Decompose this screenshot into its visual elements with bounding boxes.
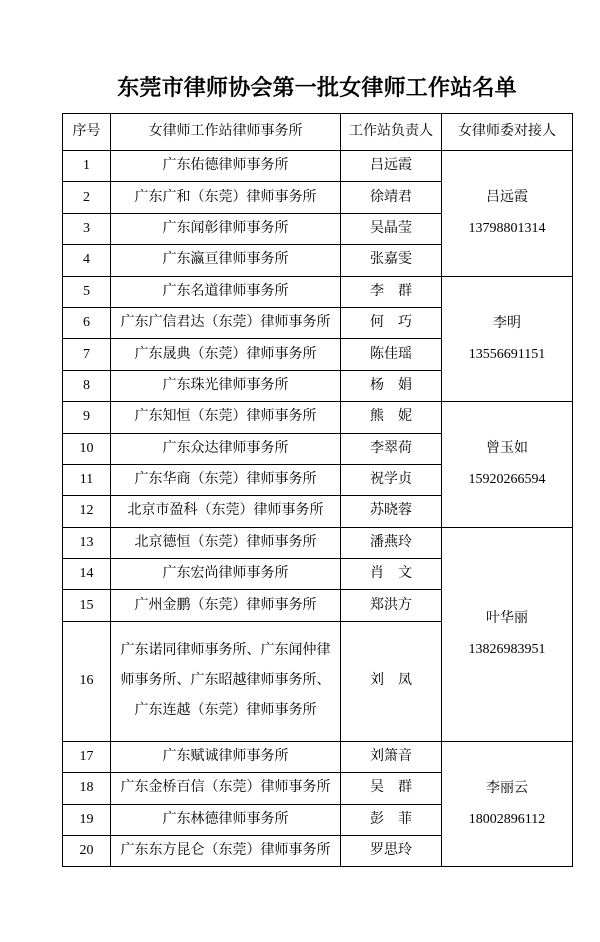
contact-phone: 13826983951 xyxy=(468,642,546,658)
station-head: 彭 菲 xyxy=(341,804,442,835)
row-number: 10 xyxy=(63,433,111,464)
contact-phone: 13798801314 xyxy=(468,221,546,237)
firm-name: 广东东方昆仑（东莞）律师事务所 xyxy=(111,836,341,867)
row-number: 2 xyxy=(63,182,111,213)
station-head: 陈佳瑶 xyxy=(341,339,442,370)
table-header-row xyxy=(63,114,573,151)
contact-name: 曾玉如 xyxy=(486,441,528,457)
row-number: 9 xyxy=(63,402,111,433)
header-serial-number: 序号 xyxy=(63,114,111,151)
row-number: 7 xyxy=(63,339,111,370)
firm-name: 北京德恒（东莞）律师事务所 xyxy=(111,527,341,558)
firm-name: 广东华商（东莞）律师事务所 xyxy=(111,464,341,495)
firm-name: 广东赋诚律师事务所 xyxy=(111,741,341,772)
station-head: 何 巧 xyxy=(341,307,442,338)
row-number: 1 xyxy=(63,151,111,182)
row-number: 11 xyxy=(63,464,111,495)
header-committee-contact: 女律师委对接人 xyxy=(442,114,573,151)
row-number: 13 xyxy=(63,527,111,558)
firm-name: 广东金桥百信（东莞）律师事务所 xyxy=(111,773,341,804)
row-number: 15 xyxy=(63,590,111,621)
firm-name: 广东林德律师事务所 xyxy=(111,804,341,835)
station-head: 郑洪方 xyxy=(341,590,442,621)
row-number: 20 xyxy=(63,836,111,867)
contact-name: 李丽云 xyxy=(486,781,528,797)
table-row xyxy=(63,527,573,558)
firm-name: 广东名道律师事务所 xyxy=(111,276,341,307)
station-head: 吕远霞 xyxy=(341,151,442,182)
station-head: 肖 文 xyxy=(341,559,442,590)
row-number: 12 xyxy=(63,496,111,527)
contact-name: 吕远霞 xyxy=(486,190,528,206)
contact-phone: 18002896112 xyxy=(468,812,546,828)
row-number: 3 xyxy=(63,213,111,244)
contact-name: 叶华丽 xyxy=(486,611,528,627)
row-number: 5 xyxy=(63,276,111,307)
contact-name: 李明 xyxy=(493,315,521,331)
table-row xyxy=(63,151,573,182)
station-head: 熊 妮 xyxy=(341,402,442,433)
contact-phone: 13556691151 xyxy=(468,346,546,362)
station-head: 张嘉雯 xyxy=(341,245,442,276)
contact-cell xyxy=(442,741,573,867)
station-head: 徐靖君 xyxy=(341,182,442,213)
station-head: 杨 娟 xyxy=(341,370,442,401)
station-head: 李翠荷 xyxy=(341,433,442,464)
header-law-firm: 女律师工作站律师事务所 xyxy=(111,114,341,151)
station-head: 吴 群 xyxy=(341,773,442,804)
contact-phone: 15920266594 xyxy=(468,472,546,488)
firm-name: 广东广和（东莞）律师事务所 xyxy=(111,182,341,213)
firm-name: 广东众达律师事务所 xyxy=(111,433,341,464)
station-head: 刘 凤 xyxy=(341,621,442,741)
station-list-table xyxy=(62,113,573,867)
station-head: 刘箫音 xyxy=(341,741,442,772)
contact-cell xyxy=(442,151,573,277)
firm-name: 广东广信君达（东莞）律师事务所 xyxy=(111,307,341,338)
station-head: 李 群 xyxy=(341,276,442,307)
firm-name: 广东诺同律师事务所、广东闻仲律师事务所、广东昭越律师事务所、广东连越（东莞）律师事务所 xyxy=(111,621,341,741)
table-row xyxy=(63,276,573,307)
station-head: 罗思玲 xyxy=(341,836,442,867)
firm-name: 广东珠光律师事务所 xyxy=(111,370,341,401)
station-head: 苏晓蓉 xyxy=(341,496,442,527)
firm-name: 广东知恒（东莞）律师事务所 xyxy=(111,402,341,433)
table-row xyxy=(63,741,573,772)
contact-cell xyxy=(442,402,573,528)
row-number: 18 xyxy=(63,773,111,804)
header-station-head: 工作站负责人 xyxy=(341,114,442,151)
row-number: 19 xyxy=(63,804,111,835)
firm-name: 广东瀛亘律师事务所 xyxy=(111,245,341,276)
page-title: 东莞市律师协会第一批女律师工作站名单 xyxy=(117,75,517,100)
firm-name: 广东宏尚律师事务所 xyxy=(111,559,341,590)
contact-cell xyxy=(442,527,573,741)
firm-name: 广东佑德律师事务所 xyxy=(111,151,341,182)
row-number: 17 xyxy=(63,741,111,772)
firm-name: 北京市盈科（东莞）律师事务所 xyxy=(111,496,341,527)
station-head: 潘燕玲 xyxy=(341,527,442,558)
contact-cell xyxy=(442,276,573,402)
firm-name: 广东晟典（东莞）律师事务所 xyxy=(111,339,341,370)
firm-name: 广东闻彰律师事务所 xyxy=(111,213,341,244)
table-row xyxy=(63,402,573,433)
firm-name: 广州金鹏（东莞）律师事务所 xyxy=(111,590,341,621)
row-number: 6 xyxy=(63,307,111,338)
station-head: 祝学贞 xyxy=(341,464,442,495)
station-head: 吴晶莹 xyxy=(341,213,442,244)
row-number: 16 xyxy=(63,621,111,741)
row-number: 8 xyxy=(63,370,111,401)
row-number: 4 xyxy=(63,245,111,276)
row-number: 14 xyxy=(63,559,111,590)
